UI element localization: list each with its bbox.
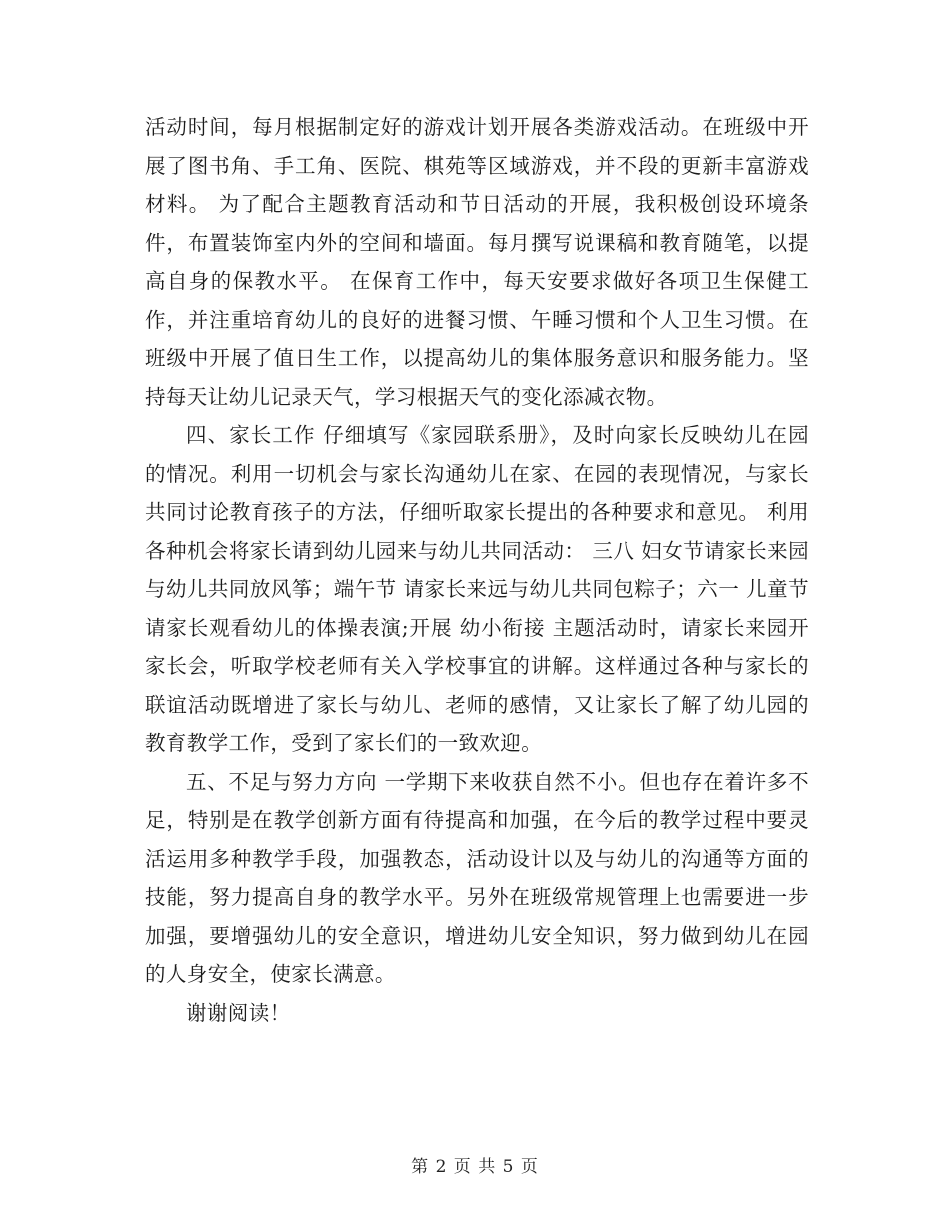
paragraph-thanks: 谢谢阅读！: [186, 1000, 291, 1025]
document-body: [145, 108, 809, 1032]
paragraph-parent-work: 四、家长工作 仔细填写《家园联系册》，及时向家长反映幼儿在园的情况。利用一切机会与家长沟通幼儿在家、在园的表现情况，与家长共同讨论教育孩子的方法，仔细听取家长提出的各种要求和意见。 利用各种机会将家长请到幼儿园来与幼儿共同活动： 三八 妇女节请家长来园与幼儿共同放风筝；端午节 请家长来远与幼儿共同包粽子；六一 儿童节请家长观看幼儿的体操表演;开展 幼小衔接 主题活动时，请家长来园开家长会，听取学校老师有关入学校事宜的讲解。这样通过各种与家长的联谊活动既增进了家长与幼儿、老师的感情，又让家长了解了幼儿园的教育教学工作，受到了家长们的一致欢迎。: [145, 423, 809, 755]
paragraph-shortcomings: 五、不足与努力方向 一学期下来收获自然不小。但也存在着许多不足，特别是在教学创新方面有待提高和加强，在今后的教学过程中要灵活运用多种教学手段，加强教态，活动设计以及与幼儿的沟通等方面的技能，努力提高自身的教学水平。另外在班级常规管理上也需要进一步加强，要增强幼儿的安全意识，增进幼儿安全知识，努力做到幼儿在园的人身安全，使家长满意。: [145, 769, 809, 986]
paragraph-continued-activities: 活动时间，每月根据制定好的游戏计划开展各类游戏活动。在班级中开展了图书角、手工角、医院、棋苑等区域游戏，并不段的更新丰富游戏材料。 为了配合主题教育活动和节日活动的开展，我积极创设环境条件，布置装饰室内外的空间和墙面。每月撰写说课稿和教育随笔，以提高自身的保教水平。 在保育工作中，每天安要求做好各项卫生保健工作，并注重培育幼儿的良好的进餐习惯、午睡习惯和个人卫生习惯。在班级中开展了值日生工作，以提高幼儿的集体服务意识和服务能力。坚持每天让幼儿记录天气，学习根据天气的变化添减衣物。: [145, 115, 809, 409]
page-number-footer: 第 2 页 共 5 页: [411, 1157, 539, 1177]
